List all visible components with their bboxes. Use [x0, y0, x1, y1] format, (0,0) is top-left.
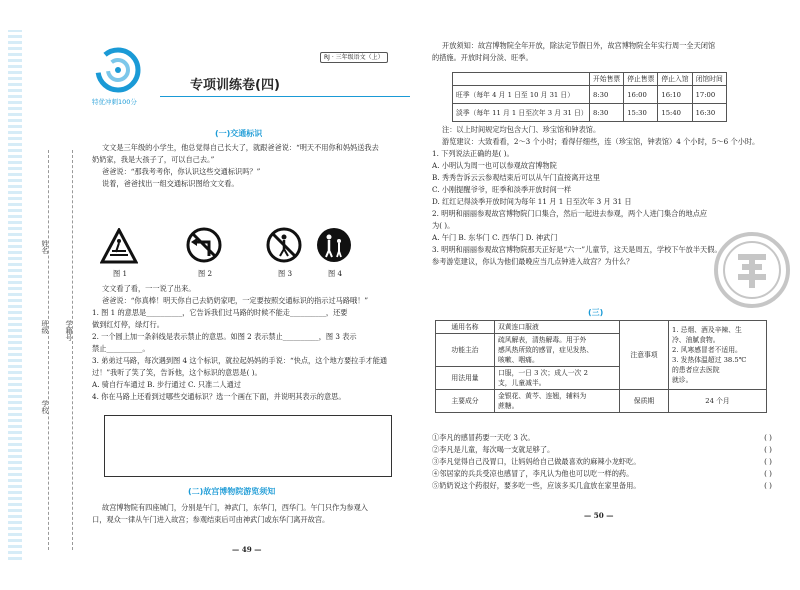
table-header-row: [453, 73, 727, 86]
cell-line: 金银花、黄芩、连翘，辅料为: [498, 392, 587, 400]
question-line: 过！”我听了笑了笑，告诉他，这个标识的意思是( )。: [92, 368, 262, 377]
table-cell: 停止售票: [624, 73, 658, 86]
note-item: 冷、油腻食物。: [672, 336, 720, 344]
table-cell: 8:30: [590, 104, 624, 122]
table-cell: 用法用量: [436, 367, 495, 390]
cut-line: [72, 150, 73, 550]
question-line: 1. 下列说法正确的是( )。: [432, 149, 514, 158]
question-line: 禁止__________。: [92, 344, 150, 353]
figure-caption: 图 4: [328, 269, 343, 278]
section-heading-3: (三): [588, 308, 604, 317]
question-line: B. 秀秀告诉云云参观结束后可以从午门直接离开这里: [432, 173, 600, 182]
table-cell: 24 个月: [669, 390, 767, 413]
question-line: 3. 明明和丽丽参观故宫博物院那天正好是“六一”儿童节，这天是周五，学校下午放半天假。: [432, 245, 722, 254]
swirl-logo-icon: [88, 40, 148, 100]
question-line: D. 红红记得淡季开放时间为每年 11 月 1 日至次年 3 月 31 日: [432, 197, 632, 206]
table-cell: [453, 73, 590, 86]
judgment-text: ⑤奶奶说这个药很好，要多吃一些，应该多买几盒放在家里备用。: [432, 481, 641, 490]
paragraph-line: 奶奶家，我是大孩子了，可以自己去。”: [92, 155, 215, 164]
question-line: 2. 一个圆上加一条斜线是表示禁止的意思。如图 2 表示禁止__________，图 3 表示: [92, 332, 357, 341]
table-row: [453, 104, 727, 122]
paragraph-line: 爸爸说：“那我考考你，你认识这些交通标识吗？”: [102, 167, 261, 176]
question-line: 4. 你在马路上还看到过哪些交通标识？选一个画在下面，并说明其表示的意思。: [92, 392, 346, 401]
student-id-label: 学籍号: [65, 320, 73, 341]
table-cell: 16:10: [658, 86, 692, 104]
page-number-right: — 50 —: [584, 511, 614, 520]
judgment-item: [432, 432, 772, 444]
table-cell: 注意事项: [620, 321, 669, 390]
question-line: 做到红灯停，绿灯行。: [92, 320, 164, 329]
cell-line: 口服，一日 3 次；成人一次 2: [498, 369, 588, 377]
judgment-list: [432, 432, 772, 492]
table-cell: [669, 321, 767, 390]
answer-blank[interactable]: ( ): [764, 445, 772, 454]
table-row: [436, 390, 767, 413]
judgment-text: ③李凡觉得自己没胃口，让妈妈给自己做最喜欢的麻辣小龙虾吃。: [432, 457, 641, 466]
paragraph-line: 的措施。开放时间分淡、旺季。: [432, 53, 533, 62]
page-number-left: — 49 —: [232, 545, 262, 554]
right-intro: [432, 40, 715, 64]
table-cell: 停止入馆: [658, 73, 692, 86]
judgment-text: ②李凡是儿童，每次喝一支就足够了。: [432, 445, 555, 454]
section1-intro: [92, 142, 379, 190]
cell-line: 疏风解表，清热解毒。用于外: [498, 336, 587, 344]
table-row: [453, 86, 727, 104]
figure-caption: 图 3: [278, 269, 293, 278]
table-cell: 17:00: [692, 86, 726, 104]
page-title: 专项训练卷(四): [190, 78, 280, 93]
table-cell: [495, 390, 620, 413]
note-item: 3. 发热体温超过 38.5℃: [672, 356, 747, 364]
question-line: 为( )。: [432, 221, 455, 230]
table-cell: 功能主治: [436, 334, 495, 367]
table-cell: 旺季（每年 4 月 1 日至 10 月 31 日）: [453, 86, 590, 104]
judgment-text: ④邻居家的兵兵受凉也感冒了，李凡认为他也可以吃一样的药。: [432, 469, 634, 478]
stamp-watermark-icon: [712, 230, 792, 310]
table-row: [436, 321, 767, 334]
medicine-table: [435, 320, 767, 413]
paragraph-line: 文文是三年级的小学生，他总觉得自己长大了，就跟爸爸说：“明天不用你和妈妈送我去: [102, 143, 379, 152]
question-line: 3. 弟弟过马路，每次遇到图 4 这个标识，就拉起妈妈的手说：“快点，这个地方要拉手才能通: [92, 356, 388, 365]
cell-line: 感风热所致的感冒，症见发热、: [498, 346, 594, 354]
note-item: 的患者应去医院: [672, 366, 720, 374]
paragraph-line: 说着，爸爸找出一组交通标识图给文文看。: [102, 179, 239, 188]
table-cell: 保质期: [620, 390, 669, 413]
crosswalk-sign-icon: [100, 228, 138, 264]
name-label: 姓名: [41, 240, 49, 254]
section2-body: [92, 502, 368, 526]
table-cell: 15:30: [624, 104, 658, 122]
question-line: A. 午门 B. 东华门 C. 西华门 D. 神武门: [432, 233, 558, 242]
paragraph-line: 故宫博物院有四座城门，分别是午门，神武门，东华门，西华门。午门只作为参观入: [102, 503, 368, 512]
table-cell: 8:30: [590, 86, 624, 104]
table-cell: [495, 367, 620, 390]
slogan: 特优冲刺100分: [92, 98, 137, 106]
cell-line: 咳嗽、咽痛。: [498, 356, 539, 364]
paragraph-line: 口，观众一律从午门进入故宫；参观结束后可由神武门或东华门离开故宫。: [92, 515, 330, 524]
drawing-answer-box[interactable]: [104, 415, 392, 477]
judgment-item: [432, 480, 772, 492]
cut-line: [48, 150, 49, 550]
title-underline: [160, 96, 410, 97]
class-label: 班级: [41, 320, 49, 334]
section-heading-traffic: (一)交通标识: [215, 129, 263, 138]
no-turn-sign-icon: [185, 226, 223, 264]
answer-blank[interactable]: ( ): [764, 481, 772, 490]
answer-blank[interactable]: ( ): [764, 457, 772, 466]
right-notes-and-questions: [432, 124, 759, 268]
paragraph-line: 开放须知：故宫博物院全年开放，除法定节假日外，故宫博物院全年实行周一全天闭馆: [442, 41, 716, 50]
table-cell: 15:40: [658, 104, 692, 122]
judgment-item: [432, 444, 772, 456]
note-line: 注：以上时间规定均包含大门、珍宝馆和钟表馆。: [442, 125, 601, 134]
question-line: C. 小刚提醒爷爷，旺季和淡季开放时间一样: [432, 185, 572, 194]
pedestrians-sign-icon: [315, 226, 353, 264]
question-line: 2. 明明和丽丽参观故宫博物院门口集合，然后一起进去参观，两个人进门集合的地点应: [432, 209, 708, 218]
question-line: A. 小明认为周一也可以参观故宫博物院: [432, 161, 557, 170]
answer-blank[interactable]: ( ): [764, 469, 772, 478]
question-line: A. 骑自行车通过 B. 步行通过 C. 只准二人通过: [92, 380, 241, 389]
decorative-stripe: [8, 30, 22, 560]
question-line: 1. 图 1 的意思是__________，它告诉我们过马路的时候不能走__________，还要: [92, 308, 348, 317]
table-cell: 淡季（每年 11 月 1 日至次年 3 月 31 日）: [453, 104, 590, 122]
cell-line: 蔗糖。: [498, 402, 519, 410]
hours-table: [452, 72, 727, 122]
figure-caption: 图 2: [198, 269, 213, 278]
table-cell: 主要成分: [436, 390, 495, 413]
table-cell: 双黄连口服液: [495, 321, 620, 334]
note-item: 就诊。: [672, 376, 693, 384]
figure-caption: 图 1: [113, 269, 128, 278]
table-cell: 开始售票: [590, 73, 624, 86]
paragraph-line: 文文看了看，一一说了出来。: [102, 284, 196, 293]
table-cell: 闭馆时间: [692, 73, 726, 86]
no-pedestrian-sign-icon: [265, 226, 303, 264]
judgment-item: [432, 468, 772, 480]
answer-blank[interactable]: ( ): [764, 433, 772, 442]
judgment-text: ①李凡的感冒药要一天吃 3 次。: [432, 433, 535, 442]
paragraph-line: 爸爸说：“你真棒！明天你自己去奶奶家吧，一定要按照交通标识的指示过马路哦！”: [102, 296, 369, 305]
section1-body: [92, 283, 387, 403]
judgment-item: [432, 456, 772, 468]
table-cell: 通用名称: [436, 321, 495, 334]
school-label: 学校: [41, 400, 49, 414]
section-heading-palace: (二)故宫博物院游览须知: [188, 487, 276, 496]
cell-line: 支，儿童减半。: [498, 379, 546, 387]
note-item: 2. 风寒感冒者不适用。: [672, 346, 742, 354]
grade-badge: RJ · 三年级语文（上）: [320, 52, 388, 63]
note-line: 游览建议：大致看看，2～3 个小时；看得仔细些，连（珍宝馆，钟表馆）4 个小时，5～6 个小时。: [442, 137, 760, 146]
question-line: 参考游览建议，你认为他们最晚应当几点钟进入故宫？为什么？: [432, 257, 634, 266]
table-cell: 16:00: [624, 86, 658, 104]
binding-sidebar: [0, 0, 92, 590]
table-cell: [495, 334, 620, 367]
note-item: 1. 忌烟、酒及辛辣、生: [672, 326, 742, 334]
table-cell: 16:30: [692, 104, 726, 122]
